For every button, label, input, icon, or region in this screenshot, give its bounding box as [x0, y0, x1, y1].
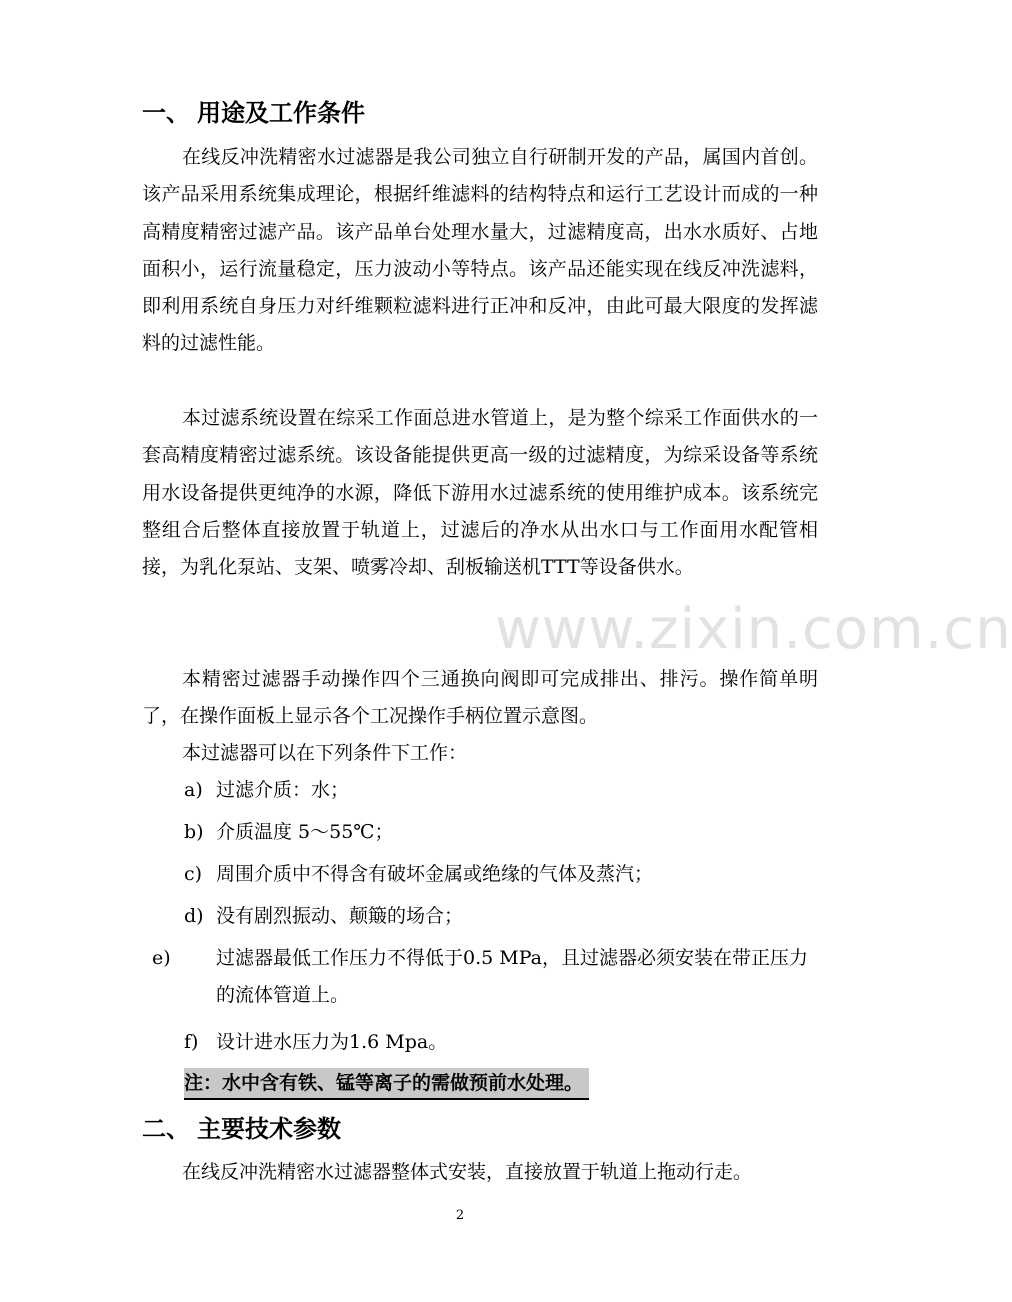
- condition-label: d): [184, 905, 204, 927]
- condition-item: [152, 940, 818, 1015]
- section-title: 主要技术参数: [197, 1115, 341, 1143]
- condition-item: [184, 856, 818, 893]
- condition-item: [184, 1024, 818, 1061]
- condition-label: c): [184, 863, 203, 885]
- condition-text: 介质温度 5～55℃；: [216, 821, 394, 843]
- condition-item: [184, 814, 818, 851]
- paragraph-system: 本过滤系统设置在综采工作面总进水管道上，是为整个综采工作面供水的一套高精度精密过滤系统。该设备能提供更高一级的过滤精度，为综采设备等系统用水设备提供更纯净的水源，降低下游用水过滤系统的使用维护成本。该系统完整组合后整体直接放置于轨道上，过滤后的净水从出水口与工作面用水配管相接，为乳化泵站、支架、喷雾冷却、刮板输送机TTT等设备供水。: [142, 407, 818, 579]
- condition-item: [184, 772, 818, 809]
- pretreatment-note: 注：水中含有铁、锰等离子的需做预前水处理。: [184, 1068, 589, 1100]
- condition-label: a): [184, 779, 203, 801]
- condition-text: 周围介质中不得含有破坏金属或绝缘的气体及蒸汽；: [216, 863, 654, 885]
- page-number: 2: [455, 1208, 465, 1223]
- section-number: 二、: [142, 1115, 190, 1143]
- section-title: 用途及工作条件: [197, 99, 365, 127]
- section-heading-2: [142, 1114, 341, 1144]
- condition-text: 过滤介质：水；: [216, 779, 350, 801]
- condition-text: 过滤器最低工作压力不得低于0.5 MPa，且过滤器必须安装在带正压力的流体管道上。: [216, 947, 808, 1007]
- condition-label: f): [184, 1031, 199, 1053]
- condition-text: 设计进水压力为1.6 Mpa。: [216, 1031, 448, 1053]
- condition-item: [184, 898, 818, 935]
- condition-label: b): [184, 821, 204, 843]
- paragraph-operation: 本精密过滤器手动操作四个三通换向阀即可完成排出、排污。操作简单明了，在操作面板上显示各个工况操作手柄位置示意图。: [142, 668, 818, 728]
- condition-text: 没有剧烈振动、颠簸的场合；: [216, 905, 464, 927]
- condition-label: e): [152, 947, 171, 969]
- paragraph-intro: 在线反冲洗精密水过滤器是我公司独立自行研制开发的产品，属国内首创。该产品采用系统集成理论，根据纤维滤料的结构特点和运行工艺设计而成的一种高精度精密过滤产品。该产品单台处理水量大，过滤精度高，出水水质好、占地面积小，运行流量稳定，压力波动小等特点。该产品还能实现在线反冲洗滤料，即利用系统自身压力对纤维颗粒滤料进行正冲和反冲，由此可最大限度的发挥滤料的过滤性能。: [142, 146, 818, 355]
- paragraph-conditions-intro: 本过滤器可以在下列条件下工作：: [182, 742, 468, 764]
- paragraph-installation: 在线反冲洗精密水过滤器整体式安装，直接放置于轨道上拖动行走。: [182, 1161, 753, 1183]
- section-heading-1: [142, 98, 365, 128]
- section-number: 一、: [142, 99, 190, 127]
- watermark: www.zixin.com.cn: [495, 597, 1012, 662]
